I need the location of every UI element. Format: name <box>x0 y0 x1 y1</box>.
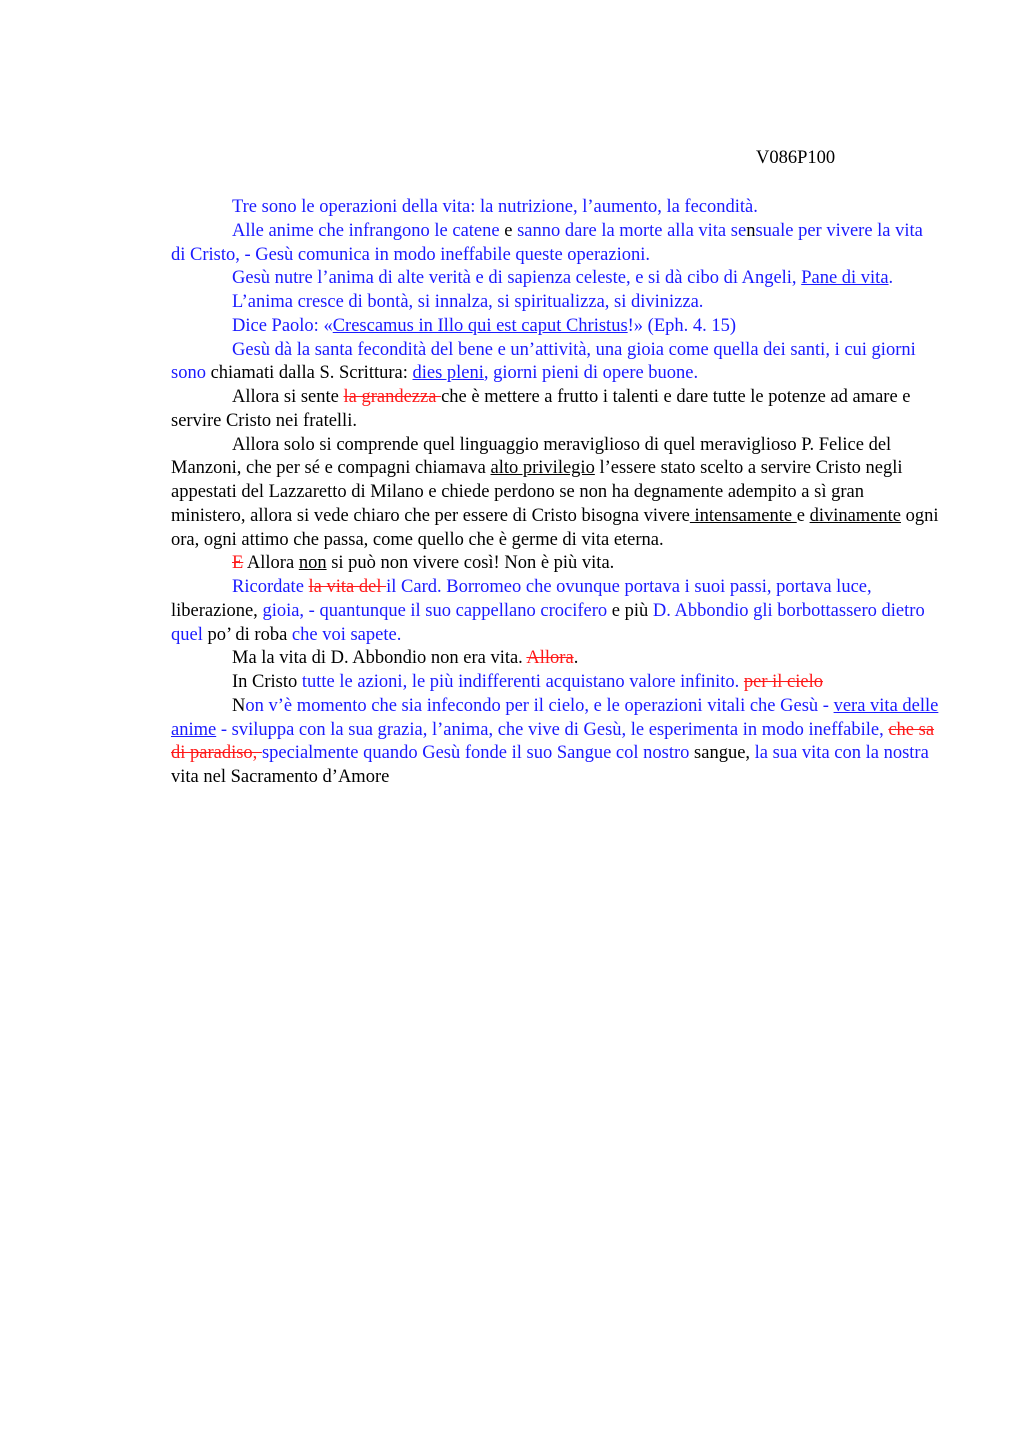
page-id: V086P100 <box>756 148 836 168</box>
text-run: In Cristo <box>232 672 302 692</box>
text-run: gioia, - quantunque il suo cappellano crocifero <box>262 600 612 621</box>
paragraph <box>171 339 941 387</box>
strikethrough-text: la grandezza <box>343 387 442 407</box>
paragraph <box>171 671 941 695</box>
paragraph <box>171 552 941 576</box>
text-run: liberazione, <box>171 600 263 621</box>
paragraph <box>171 267 941 291</box>
text-run: Gesù dà la santa fecondità del bene e un’attività, una gioia come quella dei santi, i cui giorni sono <box>171 339 916 384</box>
text-run: N <box>232 695 246 716</box>
text-run: Allora si sente <box>232 387 344 407</box>
text-run: e <box>796 505 810 526</box>
paragraph <box>171 315 941 339</box>
text-run: n <box>746 220 756 241</box>
text-run: . <box>888 268 894 289</box>
text-run: sangue, <box>694 743 755 764</box>
strikethrough-text: la vita del <box>308 577 387 597</box>
underlined-text: divinamente <box>809 505 902 526</box>
underlined-text: non <box>298 553 327 574</box>
strikethrough-text: E <box>232 553 244 574</box>
text-run: la sua vita con la nostra <box>754 743 929 764</box>
text-run: sanno dare la morte alla vita se <box>517 220 747 241</box>
paragraph <box>171 434 941 553</box>
paragraph <box>171 196 941 220</box>
text-run: chiamati dalla S. Scrittura: <box>210 363 413 384</box>
strikethrough-text: che sa di paradiso, <box>171 719 935 764</box>
text-run: specialmente quando Gesù fonde il suo Sangue col nostro <box>261 743 695 764</box>
text-run: e <box>611 600 625 621</box>
text-run: si può non vivere così! Non è più vita. <box>326 553 615 574</box>
text-run: che è mettere a frutto i talenti e dare tutte le potenze ad amare e servire Cristo nei fratelli. <box>171 387 911 431</box>
text-run: Tre sono le operazioni della vita: la nutrizione, l’aumento, la fecondità. <box>232 197 758 217</box>
text-run: !» (Eph. 4. 15) <box>627 315 737 336</box>
underlined-text: Pane di vita <box>801 268 889 289</box>
paragraph <box>171 695 941 790</box>
strikethrough-text: Allora <box>526 648 574 669</box>
text-run: po’ di roba <box>207 624 292 645</box>
text-run: Ricordate <box>232 577 309 597</box>
text-run: Alle anime che infrangono le catene <box>232 220 505 241</box>
text-run: il Card. Borromeo che ovunque portava i suoi passi, portava luce, <box>386 577 872 597</box>
text-run: - sviluppa con la sua grazia, l’anima, che vive di Gesù, le esperimenta in modo ineffabile, <box>216 719 889 740</box>
text-run: ogni ora, ogni attimo che passa, come quello che è germe di vita eterna. <box>171 505 939 550</box>
text-run: Allora <box>243 553 299 574</box>
paragraph <box>171 386 941 434</box>
paragraph <box>171 220 941 268</box>
text-run: Dice Paolo: « <box>232 315 333 336</box>
text-run: on v’è momento che sia infecondo per il cielo, e le operazioni vitali che Gesù - <box>245 695 834 716</box>
strikethrough-text: per il cielo <box>743 672 823 692</box>
underlined-text: dies pleni <box>412 363 484 384</box>
text-run: Gesù nutre l’anima di alte verità e di sapienza celeste, e si dà cibo di Angeli, <box>232 268 802 289</box>
text-run: l’essere stato scelto a servire Cristo negli appestati del Lazzaretto di Milano e chiede perdono se non ha degnamente adempito a sì gran ministero, allora si vede chiaro che per essere di Cristo bisogna vivere <box>171 458 903 526</box>
paragraph <box>171 576 941 647</box>
underlined-text: intensamente <box>689 505 797 526</box>
text-run: che voi sapete. <box>291 624 402 645</box>
text-run: L’anima cresce di bontà, si innalza, si spiritualizza, si divinizza. <box>232 292 704 312</box>
underlined-text: vera vita delle anime <box>171 695 939 740</box>
text-run: Ma la vita di D. Abbondio non era vita. <box>232 648 527 669</box>
paragraph <box>171 647 941 671</box>
text-run: e <box>504 220 518 241</box>
text-run: suale per vivere la vita di Cristo, - Gesù comunica in modo ineffabile queste operazioni. <box>171 220 923 265</box>
text-run: tutte le azioni, le più indifferenti acquistano valore infinito. <box>301 672 744 692</box>
text-run: vita nel Sacramento d’Amore <box>171 767 390 787</box>
text-run: . <box>573 648 579 669</box>
paragraph <box>171 291 941 315</box>
underlined-text: alto privilegio <box>490 458 595 479</box>
text-run: Allora solo si comprende quel linguaggio meraviglioso di quel meraviglioso P. Felice del Manzoni, che per sé e compagni chiamava <box>171 434 892 479</box>
text-run: , giorni pieni di opere buone. <box>483 363 699 384</box>
document-body <box>171 196 941 790</box>
underlined-text: Crescamus in Illo qui est caput Christus <box>332 315 628 336</box>
text-run: più <box>624 600 653 621</box>
text-run: D. Abbondio gli borbottassero dietro quel <box>171 600 925 645</box>
